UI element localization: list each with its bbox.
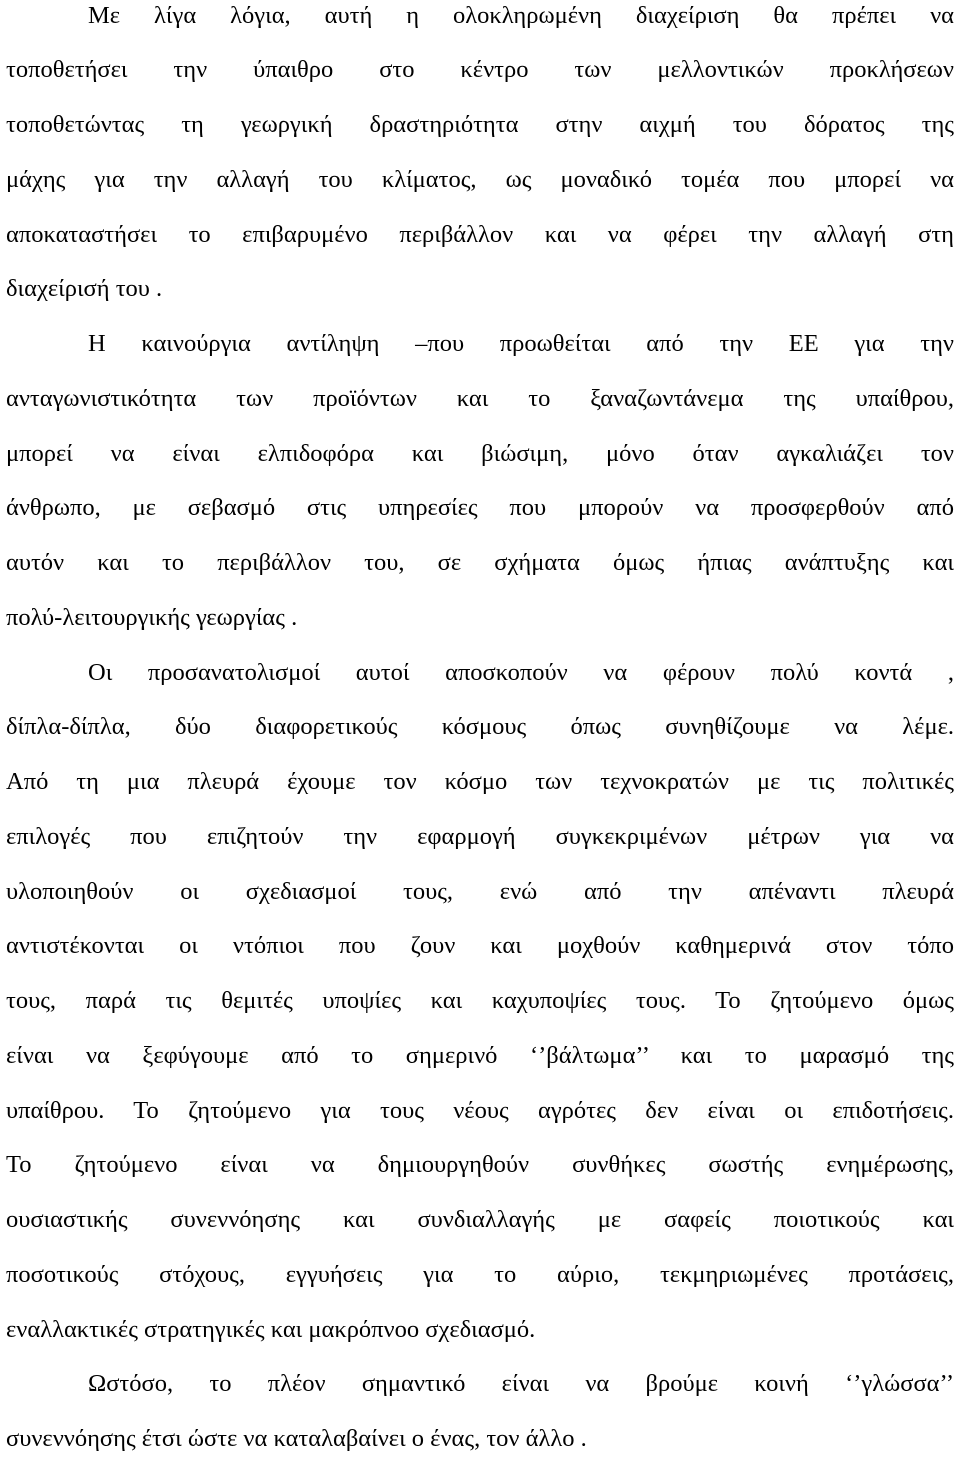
text-line: Το ζητούμενο είναι να δημιουργηθούν συνθήκες σωστής ενημέρωσης, — [6, 1151, 954, 1178]
text-line: Ωστόσο, το πλέον σημαντικό είναι να βρούμε κοινή ‘’γλώσσα’’ — [88, 1370, 954, 1397]
text-line: αντιστέκονται οι ντόπιοι που ζουν και μοχθούν καθημερινά στον τόπο — [6, 932, 954, 959]
text-line: ποσοτικούς στόχους, εγγυήσεις για το αύριο, τεκμηριωμένες προτάσεις, — [6, 1261, 954, 1288]
text-line: Από τη μια πλευρά έχουμε τον κόσμο των τεχνοκρατών με τις πολιτικές — [6, 768, 954, 795]
text-line: είναι να ξεφύγουμε από το σημερινό ‘’βάλτωμα’’ και το μαρασμό της — [6, 1042, 954, 1069]
text-line: τους, παρά τις θεμιτές υποψίες και καχυποψίες τους. Το ζητούμενο όμως — [6, 987, 954, 1014]
text-line: αυτόν και το περιβάλλον του, σε σχήματα όμως ήπιας ανάπτυξης και — [6, 549, 954, 576]
text-line: υπαίθρου. Το ζητούμενο για τους νέους αγρότες δεν είναι οι επιδοτήσεις. — [6, 1097, 954, 1124]
text-line: μάχης για την αλλαγή του κλίματος, ως μοναδικό τομέα που μπορεί να — [6, 166, 954, 193]
text-line: τοποθετήσει την ύπαιθρο στο κέντρο των μελλοντικών προκλήσεων — [6, 56, 954, 83]
text-line: ουσιαστικής συνεννόησης και συνδιαλλαγής με σαφείς ποιοτικούς και — [6, 1206, 954, 1233]
text-line: Οι προσανατολισμοί αυτοί αποσκοπούν να φέρουν πολύ κοντά , — [88, 659, 954, 686]
text-line: δίπλα-δίπλα, δύο διαφορετικούς κόσμους όπως συνηθίζουμε να λέμε. — [6, 713, 954, 740]
text-line: συνεννόησης έτσι ώστε να καταλαβαίνει ο ένας, τον άλλο . — [6, 1425, 587, 1452]
text-line: επιλογές που επιζητούν την εφαρμογή συγκεκριμένων μέτρων για να — [6, 823, 954, 850]
text-line: υλοποιηθούν οι σχεδιασμοί τους, ενώ από την απέναντι πλευρά — [6, 878, 954, 905]
text-line: αποκαταστήσει το επιβαρυμένο περιβάλλον και να φέρει την αλλαγή στη — [6, 221, 954, 248]
text-line: τοποθετώντας τη γεωργική δραστηριότητα στην αιχμή του δόρατος της — [6, 111, 954, 138]
text-line: άνθρωπο, με σεβασμό στις υπηρεσίες που μπορούν να προσφερθούν από — [6, 494, 954, 521]
text-line: Με λίγα λόγια, αυτή η ολοκληρωμένη διαχείριση θα πρέπει να — [88, 2, 954, 29]
text-line: πολύ-λειτουργικής γεωργίας . — [6, 604, 298, 631]
text-line: εναλλακτικές στρατηγικές και μακρόπνοο σχεδιασμό. — [6, 1316, 536, 1343]
text-line: ανταγωνιστικότητα των προϊόντων και το ξαναζωντάνεμα της υπαίθρου, — [6, 385, 954, 412]
text-line: διαχείρισή του . — [6, 275, 163, 302]
text-line: μπορεί να είναι ελπιδοφόρα και βιώσιμη, μόνο όταν αγκαλιάζει τον — [6, 440, 954, 467]
text-line: Η καινούργια αντίληψη –που προωθείται από την ΕΕ για την — [88, 330, 954, 357]
